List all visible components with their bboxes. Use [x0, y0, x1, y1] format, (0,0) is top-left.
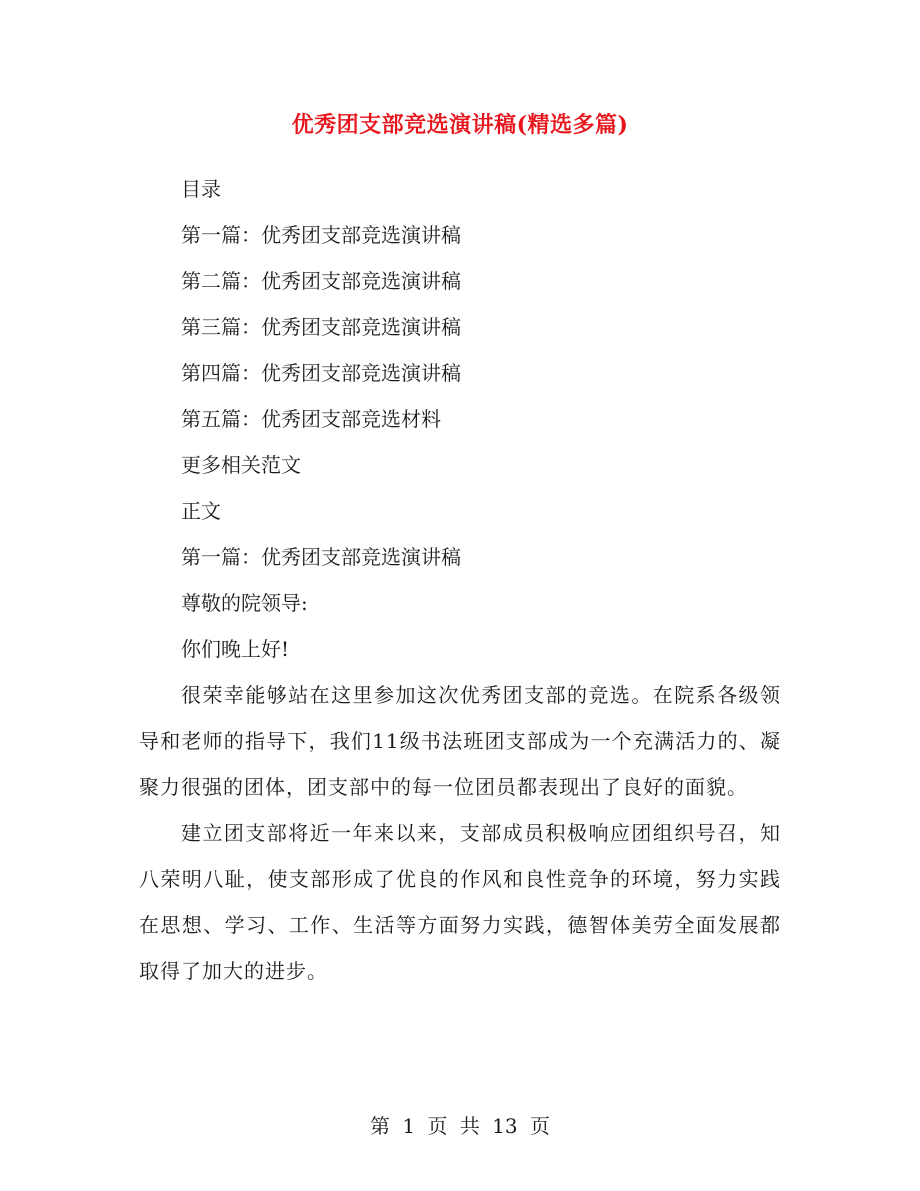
- page-number-footer: 第 1 页 共 13 页: [370, 1114, 550, 1138]
- body-heading: 正文: [181, 499, 221, 523]
- toc-item: 第二篇：优秀团支部竞选演讲稿: [181, 269, 461, 293]
- toc-heading: 目录: [181, 177, 221, 201]
- greeting: 你们晚上好!: [181, 637, 290, 661]
- toc-more-link: 更多相关范文: [181, 453, 301, 477]
- salutation: 尊敬的院领导:: [181, 591, 308, 615]
- toc-item: 第三篇：优秀团支部竞选演讲稿: [181, 315, 461, 339]
- section-title: 第一篇：优秀团支部竞选演讲稿: [181, 545, 461, 569]
- body-paragraph: 建立团支部将近一年来以来，支部成员积极响应团组织号召，知八荣明八耻，使支部形成了优良的作风和良性竞争的环境，努力实践在思想、学习、工作、生活等方面努力实践，德智体美劳全面发展都取得了加大的进步。: [139, 821, 781, 983]
- toc-item: 第一篇：优秀团支部竞选演讲稿: [181, 223, 461, 247]
- toc-item: 第四篇：优秀团支部竞选演讲稿: [181, 361, 461, 385]
- toc-item: 第五篇：优秀团支部竞选材料: [181, 407, 441, 431]
- document-title: 优秀团支部竞选演讲稿(精选多篇): [291, 112, 629, 138]
- body-paragraph: 很荣幸能够站在这里参加这次优秀团支部的竞选。在院系各级领导和老师的指导下，我们11级书法班团支部成为一个充满活力的、凝聚力很强的团体，团支部中的每一位团员都表现出了良好的面貌。: [139, 683, 781, 799]
